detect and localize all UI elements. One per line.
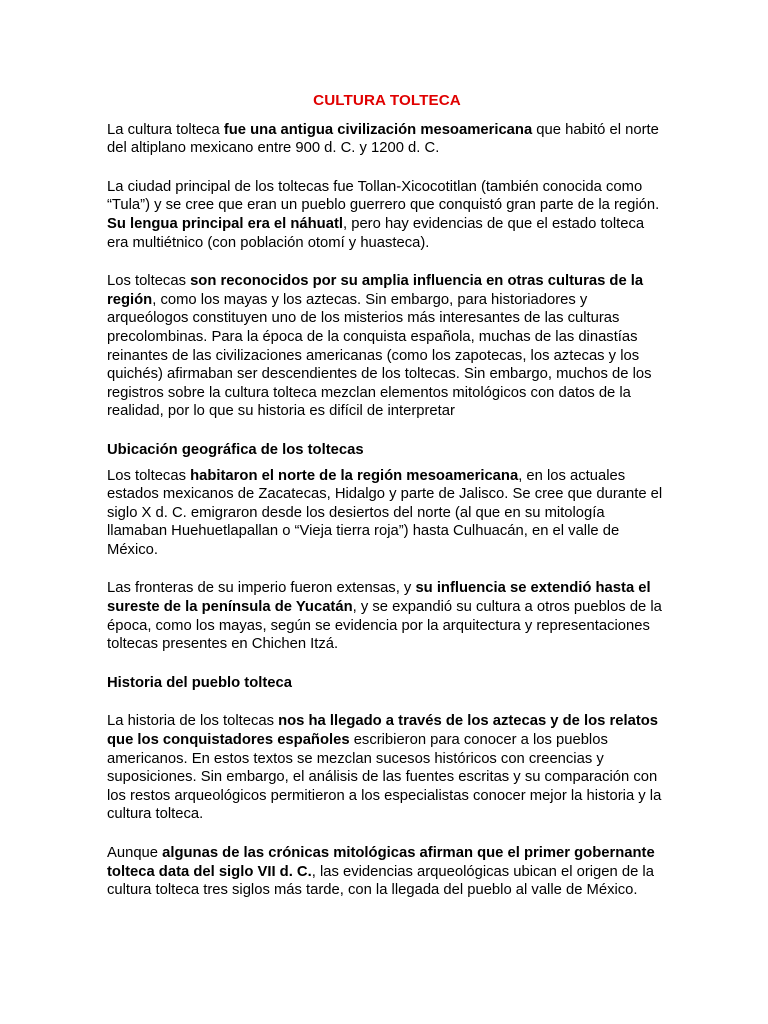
paragraph-borders-bold: su influencia se extendió hasta el sureste de la península de Yucatán	[107, 580, 651, 616]
paragraph-location-bold: habitaron el norte de la región mesoamericana	[190, 467, 519, 484]
section-heading-location: Ubicación geográfica de los toltecas	[107, 441, 364, 458]
paragraph-location-text-end: , en los actuales estados mexicanos de Zacatecas, Hidalgo y parte de Jalisco. Se cree que durante el siglo X d. C. emigraron desde los desiertos del norte (al que en su mitología llamaban Huehuetlapallan o “Vieja tierra roja”) hasta Culhuacán, en el valle de México.	[107, 467, 663, 558]
paragraph-influence-bold: son reconocidos por su amplia influencia en otras culturas de la región	[107, 273, 644, 308]
document-page	[107, 92, 667, 900]
paragraph-history	[107, 712, 667, 824]
paragraph-history-text-end: escribieron para conocer a los pueblos americanos. En estos textos se mezclan sucesos históricos con creencias y suposiciones. Sin embargo, el análisis de las fuentes escritas y su comparación con los restos arqueológicos permitieron a los especialistas conocer mejor la historia y la cultura tolteca.	[107, 732, 662, 823]
paragraph-borders-text: Las fronteras de su imperio fueron extensas, y	[107, 580, 416, 597]
paragraph-origin	[107, 844, 667, 900]
paragraph-borders	[107, 579, 667, 653]
paragraph-history-bold: nos ha llegado a través de los aztecas y de los relatos que los conquistadores españoles	[107, 713, 659, 749]
paragraph-capital-bold: Su lengua principal era el náhuatl	[107, 215, 343, 232]
paragraph-location-text: Los toltecas	[107, 467, 191, 484]
paragraph-intro-bold: fue una antigua civilización mesoamericana	[223, 121, 533, 138]
section-heading-history: Historia del pueblo tolteca	[107, 674, 292, 691]
paragraph-capital-text-end: , pero hay evidencias de que el estado tolteca era multiétnico (con población otomí y huasteca).	[107, 215, 645, 251]
paragraph-origin-text: Aunque	[107, 845, 163, 861]
paragraph-location	[107, 467, 667, 560]
paragraph-intro	[107, 121, 667, 158]
paragraph-origin-text-end: , las evidencias arqueológicas ubican el origen de la cultura tolteca tres siglos más tarde, con la llegada del pueblo al valle de México.	[107, 863, 654, 899]
paragraph-capital	[107, 178, 667, 252]
paragraph-history-text: La historia de los toltecas	[107, 713, 279, 730]
paragraph-origin-bold: algunas de las crónicas mitológicas afirman que el primer gobernante tolteca data del siglo VII d. C.	[107, 845, 655, 880]
paragraph-capital-text: La ciudad principal de los toltecas fue Tollan-Xicocotitlan (también conocida como “Tula”) y se cree que eran un pueblo guerrero que conquistó gran parte de la región.	[107, 178, 660, 214]
paragraph-influence	[107, 272, 667, 421]
paragraph-borders-text-end: , y se expandió su cultura a otros pueblos de la época, como los mayas, según se evidencia por la arquitectura y representaciones toltecas presentes en Chichen Itzá.	[107, 599, 662, 653]
paragraph-intro-text-end: que habitó el norte del altiplano mexicano entre 900 d. C. y 1200 d. C.	[107, 121, 659, 157]
paragraph-intro-text: La cultura tolteca	[107, 121, 224, 138]
document-title: CULTURA TOLTECA	[313, 92, 461, 109]
paragraph-influence-text-end: , como los mayas y los aztecas. Sin embargo, para historiadores y arqueólogos constituyen uno de los misterios más interesantes de las culturas precolombinas. Para la época de la conquista española, muchas de las dinastías reinantes de las civilizaciones americanas (como los zapotecas, los aztecas y los quichés) afirmaban ser descendientes de los toltecas. Sin embargo, muchos de los registros sobre la cultura tolteca mezclan elementos mitológicos con datos de la realidad, por lo que su historia es difícil de interpretar	[107, 291, 652, 420]
paragraph-influence-text: Los toltecas	[107, 273, 191, 290]
